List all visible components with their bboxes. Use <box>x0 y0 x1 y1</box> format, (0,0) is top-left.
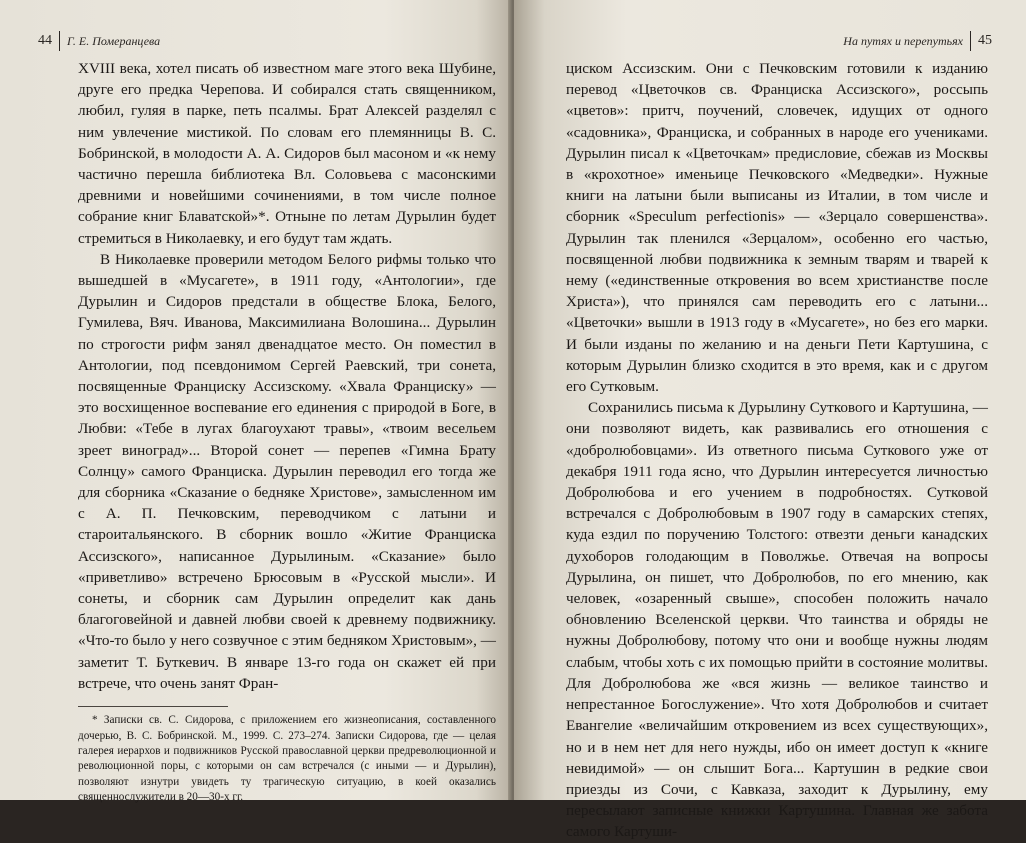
header-rule-left <box>59 31 60 51</box>
paragraph: В Николаевке проверили методом Белого рифмы только что вышедшей в «Мусагете», в 1911 году, «Антологии», где Дурылин и Сидоров предстали в обществе Блока, Белого, Гумилева, Вяч. Иванова, Максимилиана Волошина... Дурылин по строгости рифм занял двенадцатое место. Он поместил в Антологии, под псевдонимом Сергей Раевский, три сонета, посвященные Франциску Ассизскому. «Хвала Франциску» — это восхищенное воспевание его единения с природой в Боге, в Любви: «Тебе в лугах благоухают травы», «твоим весельем зреет виноград»... Второй сонет — перепев «Гимна Брату Солнцу» самого Франциска. Дурылин переводил его тогда же для сборника «Сказание о бедняке Христове», замысленном им с А. П. Печковским, переводчиком с латыни и староитальянского. В сборник вошло «Житие Франциска Ассизского», написанное Дурылиным. «Сказание» было «приветливо» встречено Брюсовым в «Русской мысли». И сонеты, и сборник сам Дурылин определит как дань благоговейной и давней любви своей к древнему подвижнику. «Что-то было у него созвучное с этим бедняком Христовым», — заметит Т. Буткевич. В январе 13-го года он скажет ей при встрече, что очень занят Фран- <box>78 250 496 692</box>
footnote <box>78 713 496 805</box>
footnote-rule <box>78 706 228 707</box>
footnote-text: * Записки св. С. Сидорова, с приложением его жизнеописания, составленного дочерью, В. С. Бобринской. М., 1999. С. 273–274. Записки Сидорова, где — целая галерея иерархов и подвижников Русской православной церкви предреволюционной и революционной поры, с которыми он сам встречался (с иными — и Дурылин), позволяют изнутри увидеть ту трагическую ситуацию, в коей оказались священнослужители в 20—30-х гг. <box>78 714 496 804</box>
left-running-head <box>38 30 496 52</box>
page-number-right: 45 <box>978 33 992 48</box>
chapter-header: На путях и перепутьях <box>843 33 963 48</box>
left-page <box>0 0 512 804</box>
paragraph: XVIII века, хотел писать об известном маге этого века Шубине, друге его предка Черепова. И собирался стать священником, любил, гуляя в парке, петь псалмы. Брат Алексей разделял с ним увлечение мистикой. По словам его племянницы В. С. Бобринской, в молодости А. А. Сидоров был масоном и «к нему частично перешла библиотека Вл. Соловьева с масонскими древними и новейшими сочинениями, в том числе полное собрание книг Блаватской»*. Отныне по летам Дурылин будет стремиться в Николаевку, и его будут там ждать. <box>78 60 496 247</box>
page-number-left: 44 <box>38 33 52 48</box>
right-body-text <box>566 58 988 843</box>
paragraph: циском Ассизским. Они с Печковским готовили к изданию перевод «Цветочков св. Франциска Ассизского», россыпь «цветов»: притч, поучений, словечек, идущих от одного «садовника», Франциска, и собранных в народе его учениками. Дурылин писал к «Цветочкам» предисловие, сбежав из Москвы в «крохотное» именьице Печковского «Медведки». Нужные книги на латыни были выписаны из Италии, в том числе и сборник «Speculum perfectionis» — «Зерцало совершенства». Дурылин так пленился «Зерцалом», особенно его частью, посвященной любви подвижника к земным тварям и тварей к нему («единственные откровения во всем христианстве после Христа»), что принялся сам переводить его с латыни... «Цветочки» вышли в 1913 году в «Мусагете», но без его марки. И были изданы по желанию и на деньги Пети Картушина, с которым Дурылин близко сходится в это время, как и с другом его Сутковым. <box>566 60 988 396</box>
right-running-head <box>566 30 992 52</box>
author-header: Г. Е. Померанцева <box>67 33 161 48</box>
right-page <box>514 0 1026 841</box>
left-body-text <box>78 58 496 694</box>
header-rule-right <box>970 31 971 51</box>
paragraph: Сохранились письма к Дурылину Суткового и Картушина, — они позволяют видеть, как развивались его отношения с «добролюбовцами». Из ответного письма Суткового уже от декабря 1911 года ясно, что Дурылин интересуется личностью Добролюбова и его учением в подробностях. Сутковой встречался с Добролюбовым в 1907 году в самарских степях, куда ездил по поручению Толстого: отвезти деньги канадских духоборов голодающим в Поволжье. Отвечая на вопросы Дурылина, он пишет, что Добролюбов, по его мнению, как человек, «озаренный свыше», способен положить начало обновлению Вселенской церкви. Что таинства и обряды не нужны Добролюбову, потому что они и вообще нужны людям слабым, чтобы хоть с их помощью прийти в состояние молитвы. Для Добролюбова же «вся жизнь — великое таинство и непрестанное Богослужение». Что хотя Добролюбов и считает Евангелие «величайшим откровением из всех существующих», но и в нем нет для него нужды, ибо он имеет доступ к «книге невидимой» — он слышит Бога... Картушин в редкие свои приезды из Сочи, с Кавказа, заходит к Дурылину, ему пересылают записные книжки Картушина. Главная же забота самого Картуши- <box>566 399 988 841</box>
